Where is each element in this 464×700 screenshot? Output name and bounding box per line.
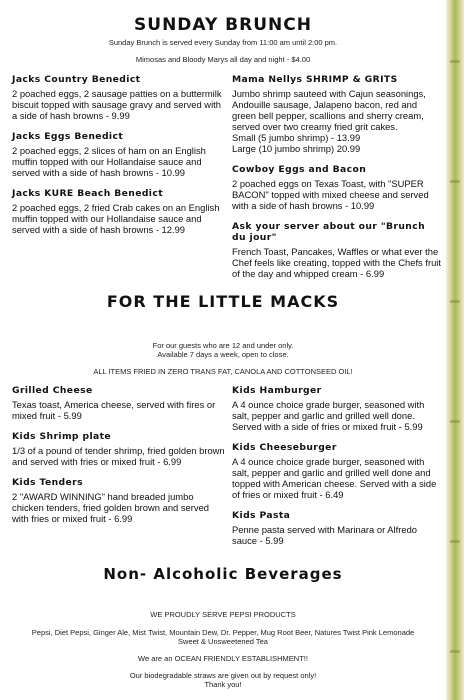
thank-you-note: Thank you! (204, 680, 242, 689)
brunch-right-column (232, 74, 442, 289)
beverages-title: Non- Alcoholic Beverages (103, 565, 343, 583)
item-name: Ask your server about our "Brunch du jour" (232, 221, 426, 243)
brunch-left-column (12, 74, 224, 245)
item-description: Penne pasta served with Marinara or Alfredo sauce - 5.99 (232, 524, 417, 546)
menu-item (232, 221, 442, 279)
item-description: 2 poached eggs, 2 sausage patties on a buttermilk biscuit topped with sausage gravy and served with a side of hash browns - 9.99 (12, 88, 222, 121)
menu-item (12, 74, 224, 121)
item-description: French Toast, Pancakes, Waffles or what ever the Chef feels like creating, topped with the Chefs fruit of the day and whipped cream - 6.99 (232, 246, 441, 279)
item-name: Kids Shrimp plate (12, 431, 112, 442)
item-name: Kids Hamburger (232, 385, 322, 396)
pepsi-note: WE PROUDLY SERVE PEPSI PRODUCTS (150, 610, 296, 619)
item-price-small: Small (5 jumbo shrimp) - 13.99 (232, 132, 361, 143)
kids-age-note: For our guests who are 12 and under only. (152, 341, 294, 350)
ocean-friendly-note: We are an OCEAN FRIENDLY ESTABLISHMENT!! (138, 654, 308, 663)
item-name: Jacks Eggs Benedict (12, 131, 124, 142)
item-name: Cowboy Eggs and Bacon (232, 164, 367, 175)
item-description: 1/3 of a pound of tender shrimp, fried golden brown and served with fries or mixed fruit - 6.99 (12, 445, 225, 467)
brunch-drinks: Mimosas and Bloody Marys all day and night - $4.00 (135, 55, 311, 64)
drink-list: Pepsi, Diet Pepsi, Ginger Ale, Mist Twist, Mountain Dew, Dr. Pepper, Mug Root Beer, Natures Twist Pink Lemonade (31, 628, 415, 637)
kids-availability-note: Available 7 days a week, open to close. (157, 350, 289, 359)
kids-left-column (12, 385, 226, 534)
brunch-schedule: Sunday Brunch is served every Sunday from 11:00 am until 2:00 pm. (108, 38, 338, 47)
item-name: Jacks KURE Beach Benedict (12, 188, 163, 199)
kids-oil-note: ALL ITEMS FRIED IN ZERO TRANS FAT, CANOLA AND COTTONSEED OIL! (93, 367, 353, 376)
bamboo-edge-decoration (446, 0, 464, 700)
menu-item (232, 385, 442, 432)
item-description: 2 poached eggs on Texas Toast, with "SUPER BACON" topped with mixed cheese and served with a side of hash browns - 10.99 (232, 178, 429, 211)
item-name: Kids Tenders (12, 477, 83, 488)
item-description: A 4 ounce choice grade burger, seasoned with salt, pepper and garlic and grilled well done and topped with American cheese. Served with a side of fries or mixed fruit - 6.49 (232, 456, 437, 500)
menu-item (232, 442, 442, 500)
menu-item (12, 131, 224, 178)
item-name: Jacks Country Benedict (12, 74, 141, 85)
menu-item (12, 431, 226, 467)
straw-note: Our biodegradable straws are given out by request only! (129, 671, 317, 680)
kids-right-column (232, 385, 442, 556)
item-name: Kids Cheeseburger (232, 442, 337, 453)
menu-item (12, 188, 224, 235)
item-description: 2 "AWARD WINNING" hand breaded jumbo chicken tenders, fried golden brown and served with fries or mixed fruit - 6.99 (12, 491, 209, 524)
item-description: 2 poached eggs, 2 fried Crab cakes on an English muffin topped with our Hollandaise sauce and served with a side of hash browns - 12.99 (12, 202, 220, 235)
sunday-brunch-title: SUNDAY BRUNCH (134, 15, 312, 35)
menu-item (232, 510, 442, 546)
item-price-large: Large (10 jumbo shrimp) 20.99 (232, 143, 361, 154)
item-description: Texas toast, America cheese, served with fires or mixed fruit - 5.99 (12, 399, 216, 421)
menu-item (12, 477, 226, 524)
item-description: Jumbo shrimp sauteed with Cajun seasonings, Andouille sausage, Jalapeno bacon, red and green bell pepper, scallions and sherry cream, served over two creamy fried grit cakes. (232, 88, 426, 132)
tea-note: Sweet & Unsweetened Tea (178, 637, 268, 646)
item-description: 2 poached eggs, 2 slices of ham on an English muffin topped with our Hollandaise sauce and served with a side of hash browns - 10.99 (12, 145, 206, 178)
menu-item (232, 164, 442, 211)
item-name: Mama Nellys SHRIMP & GRITS (232, 74, 398, 85)
little-macks-title: FOR THE LITTLE MACKS (106, 292, 340, 311)
menu-item (232, 74, 442, 154)
item-description: A 4 ounce choice grade burger, seasoned with salt, pepper and garlic and grilled well done. Served with a side of fries or mixed fruit - 5.99 (232, 399, 425, 432)
item-name: Kids Pasta (232, 510, 291, 521)
item-name: Grilled Cheese (12, 385, 93, 396)
menu-item (12, 385, 226, 421)
